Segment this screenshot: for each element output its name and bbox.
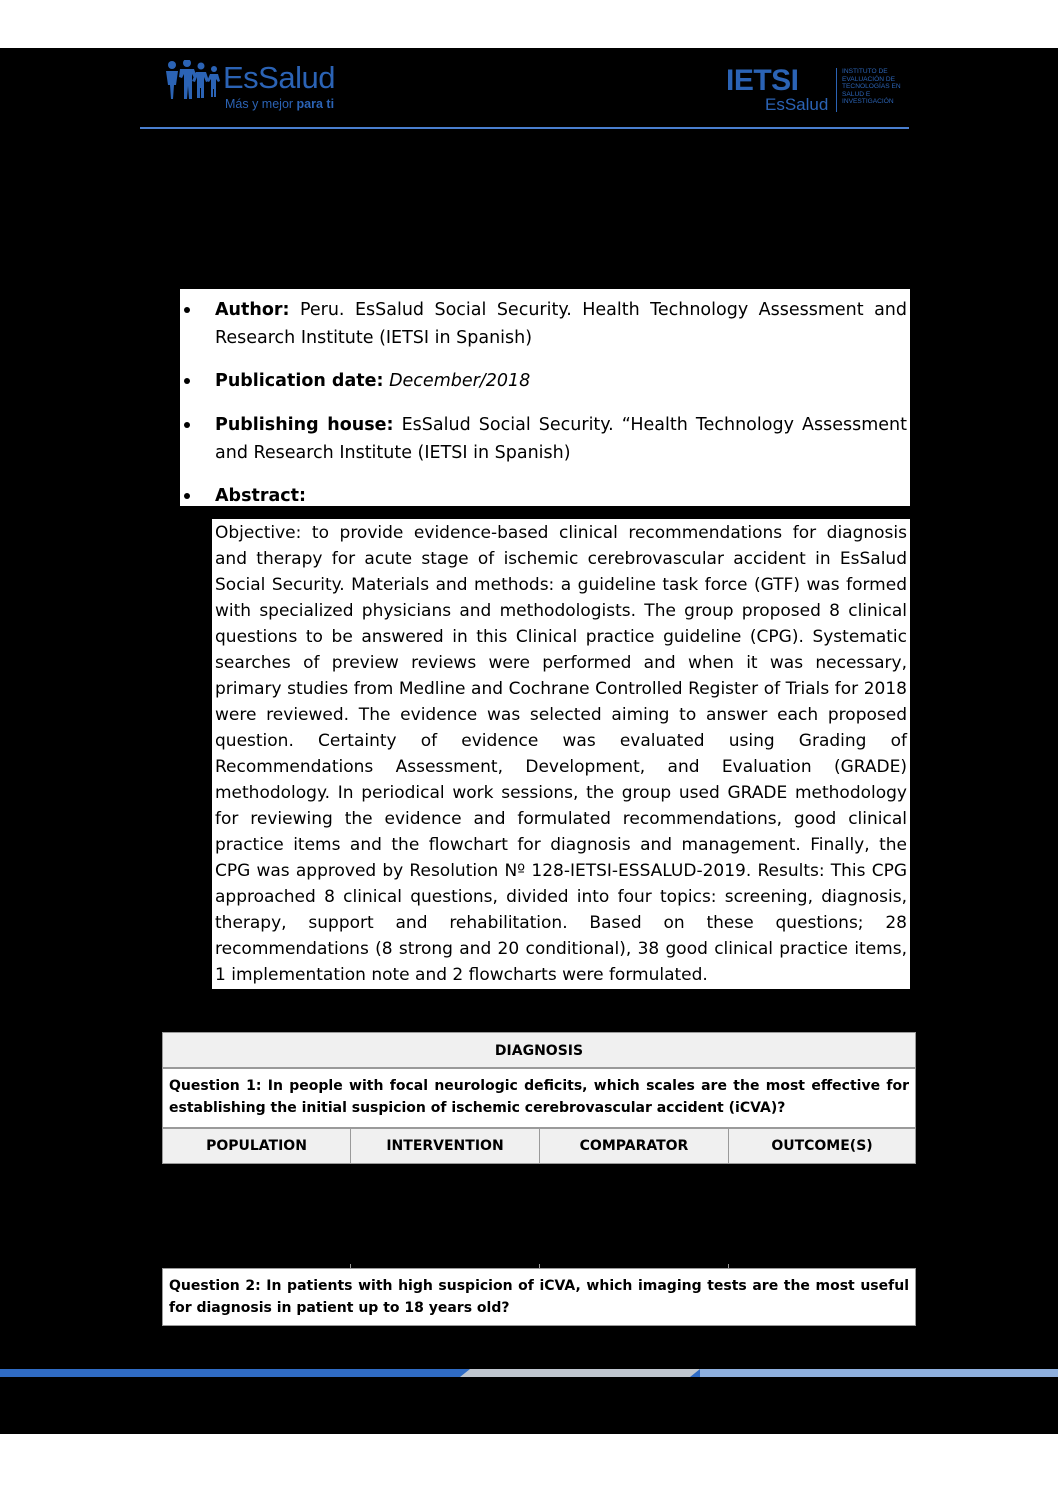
family-figures-icon [163, 60, 221, 100]
header-rule [140, 127, 909, 129]
column-header-outcomes: OUTCOME(S) [728, 1128, 916, 1164]
ietsi-subtitle: EsSalud [765, 95, 829, 114]
document-page [0, 48, 1058, 1434]
footer-band [0, 1369, 1058, 1377]
column-header-population: POPULATION [162, 1128, 351, 1164]
ietsi-logo [726, 66, 911, 118]
column-header-intervention: INTERVENTION [350, 1128, 540, 1164]
author-label: Author: [215, 300, 290, 320]
column-header-comparator: COMPARATOR [539, 1128, 729, 1164]
table-section-title: DIAGNOSIS [162, 1032, 916, 1068]
brand-tagline [225, 98, 334, 111]
essalud-logo [163, 58, 343, 114]
bullet-icon [184, 493, 190, 499]
abstract-section [212, 519, 910, 989]
question-2: Question 2: In patients with high suspicion of iCVA, which imaging tests are the most useful for diagnosis in patient up to 18 years old? [162, 1268, 916, 1326]
bullet-icon [184, 307, 190, 313]
question-1: Question 1: In people with focal neurologic deficits, which scales are the most effective for establishing the initial suspicion of ischemic cerebrovascular accident (iCVA)? [162, 1068, 916, 1128]
metadata-list [180, 289, 910, 506]
bullet-icon [184, 378, 190, 384]
tagline-regular: Más y mejor [225, 97, 297, 111]
ietsi-title: IETSI [726, 64, 799, 97]
date-label: Publication date: [215, 371, 384, 391]
brand-name: EsSalud [223, 60, 335, 95]
ietsi-institute-name: INSTITUTO DE EVALUACIÓN DE TECNOLOGÍAS EN SALUD E INVESTIGACIÓN [842, 68, 901, 106]
publisher-label: Publishing house: [215, 415, 394, 435]
author-value: Peru. EsSalud Social Security. Health Technology Assessment and Research Institute (IETSI in Spanish) [215, 300, 907, 348]
abstract-label: Abstract: [215, 486, 307, 506]
tagline-bold: para ti [296, 97, 335, 111]
date-value: December/2018 [383, 371, 531, 391]
publisher-value: EsSalud Social Security. “Health Technology Assessment and Research Institute (IETSI in Spanish) [215, 415, 907, 463]
bullet-icon [184, 422, 190, 428]
ietsi-divider [836, 68, 837, 112]
abstract-text: Objective: to provide evidence-based clinical recommendations for diagnosis and therapy for acute stage of ischemic cerebrovascular accident in EsSalud Social Security. Materials and methods: a guideline task force (GTF) was formed with specialized physicians and methodologists. The group proposed 8 clinical questions to be answered in this Clinical practice guideline (CPG). Systematic searches of preview reviews were performed and when it was necessary, primary studies from Medline and Cochrane Controlled Register of Trials for 2018 were reviewed. The evidence was selected aiming to answer each proposed question. Certainty of evidence was evaluated using Grading of Recommendations Assessment, Development, and Evaluation (GRADE) methodology. In periodical work sessions, the group used GRADE methodology for reviewing the evidence and formulated recommendations, good clinical practice items and the flowchart for diagnosis and management. Finally, the CPG was approved by Resolution Nº 128-IETSI-ESSALUD-2019. Results: This CPG approached 8 clinical questions, divided into four topics: screening, diagnosis, therapy, support and rehabilitation. Based on these questions; 28 recommendations (8 strong and 20 conditional), 38 good clinical practice items, 1 implementation note and 2 flowcharts were formulated. [215, 523, 907, 985]
